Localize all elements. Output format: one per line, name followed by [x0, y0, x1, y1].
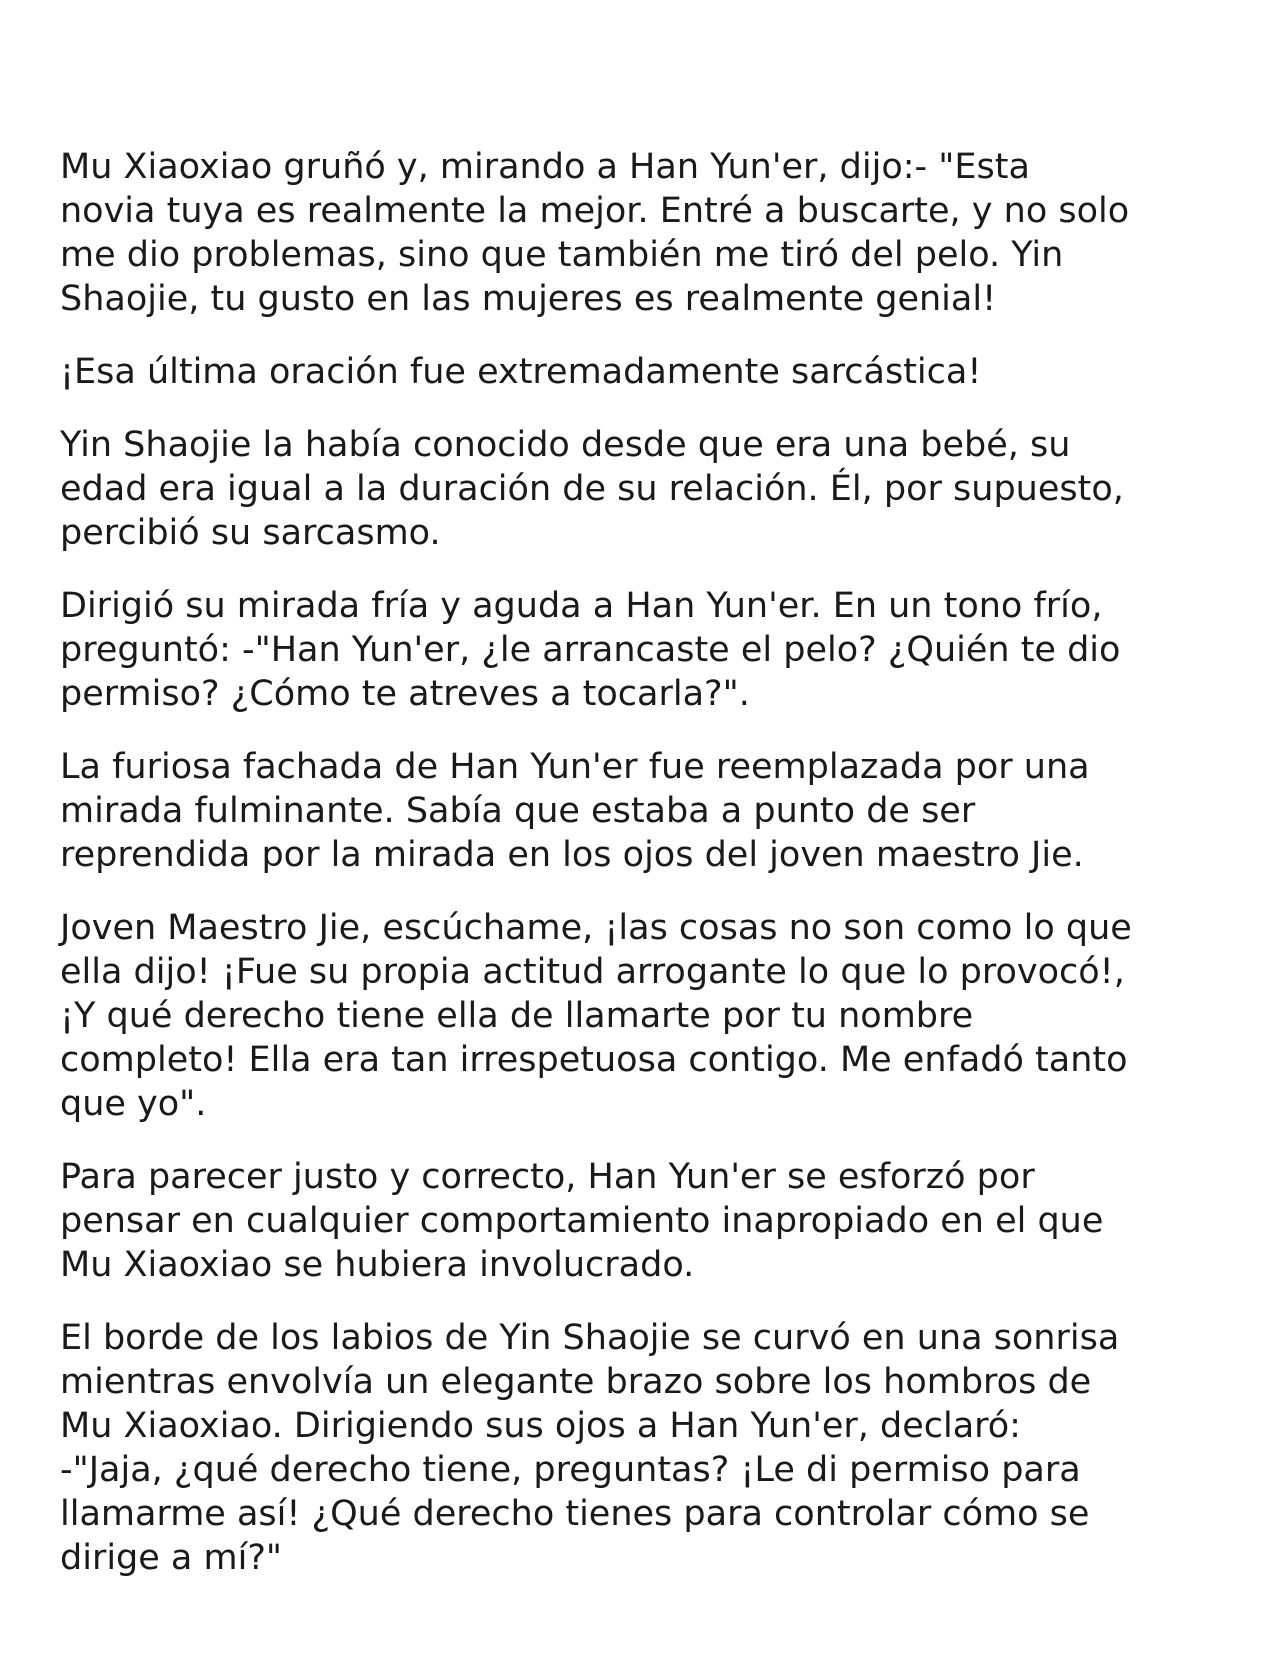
paragraph-6: Joven Maestro Jie, escúchame, ¡las cosas no son como lo que ella dijo! ¡Fue su propia actitud arrogante lo que lo provocó!, ¡Y qué derecho tiene ella de llamarte por tu nombre completo! Ella era tan irrespetuosa contigo. Me enfadó tanto que yo". [60, 908, 1132, 1124]
paragraph-2: ¡Esa última oración fue extremadamente sarcástica! [60, 352, 982, 392]
document-body [60, 145, 1230, 1609]
paragraph-7: Para parecer justo y correcto, Han Yun'er se esforzó por pensar en cualquier comportamiento inapropiado en el que Mu Xiaoxiao se hubiera involucrado. [60, 1157, 1104, 1285]
paragraph-8: El borde de los labios de Yin Shaojie se curvó en una sonrisa mientras envolvía un elegante brazo sobre los hombros de Mu Xiaoxiao. Dirigiendo sus ojos a Han Yun'er, declaró: -"Jaja, ¿qué derecho tiene, preguntas? ¡Le di permiso para llamarme así! ¿Qué derecho tienes para controlar cómo se dirige a mí?" [60, 1318, 1120, 1578]
paragraph-1: Mu Xiaoxiao gruñó y, mirando a Han Yun'er, dijo:- "Esta novia tuya es realmente la mejor. Entré a buscarte, y no solo me dio problemas, sino que también me tiró del pelo. Yin Shaojie, tu gusto en las mujeres es realmente genial! [60, 147, 1130, 319]
paragraph-4: Dirigió su mirada fría y aguda a Han Yun'er. En un tono frío, preguntó: -"Han Yun'er, ¿le arrancaste el pelo? ¿Quién te dio permiso? ¿Cómo te atreves a tocarla?". [60, 586, 1121, 714]
paragraph-3: Yin Shaojie la había conocido desde que era una bebé, su edad era igual a la duración de su relación. Él, por supuesto, percibió su sarcasmo. [60, 425, 1124, 553]
paragraph-5: La furiosa fachada de Han Yun'er fue reemplazada por una mirada fulminante. Sabía que estaba a punto de ser reprendida por la mirada en los ojos del joven maestro Jie. [60, 747, 1090, 875]
